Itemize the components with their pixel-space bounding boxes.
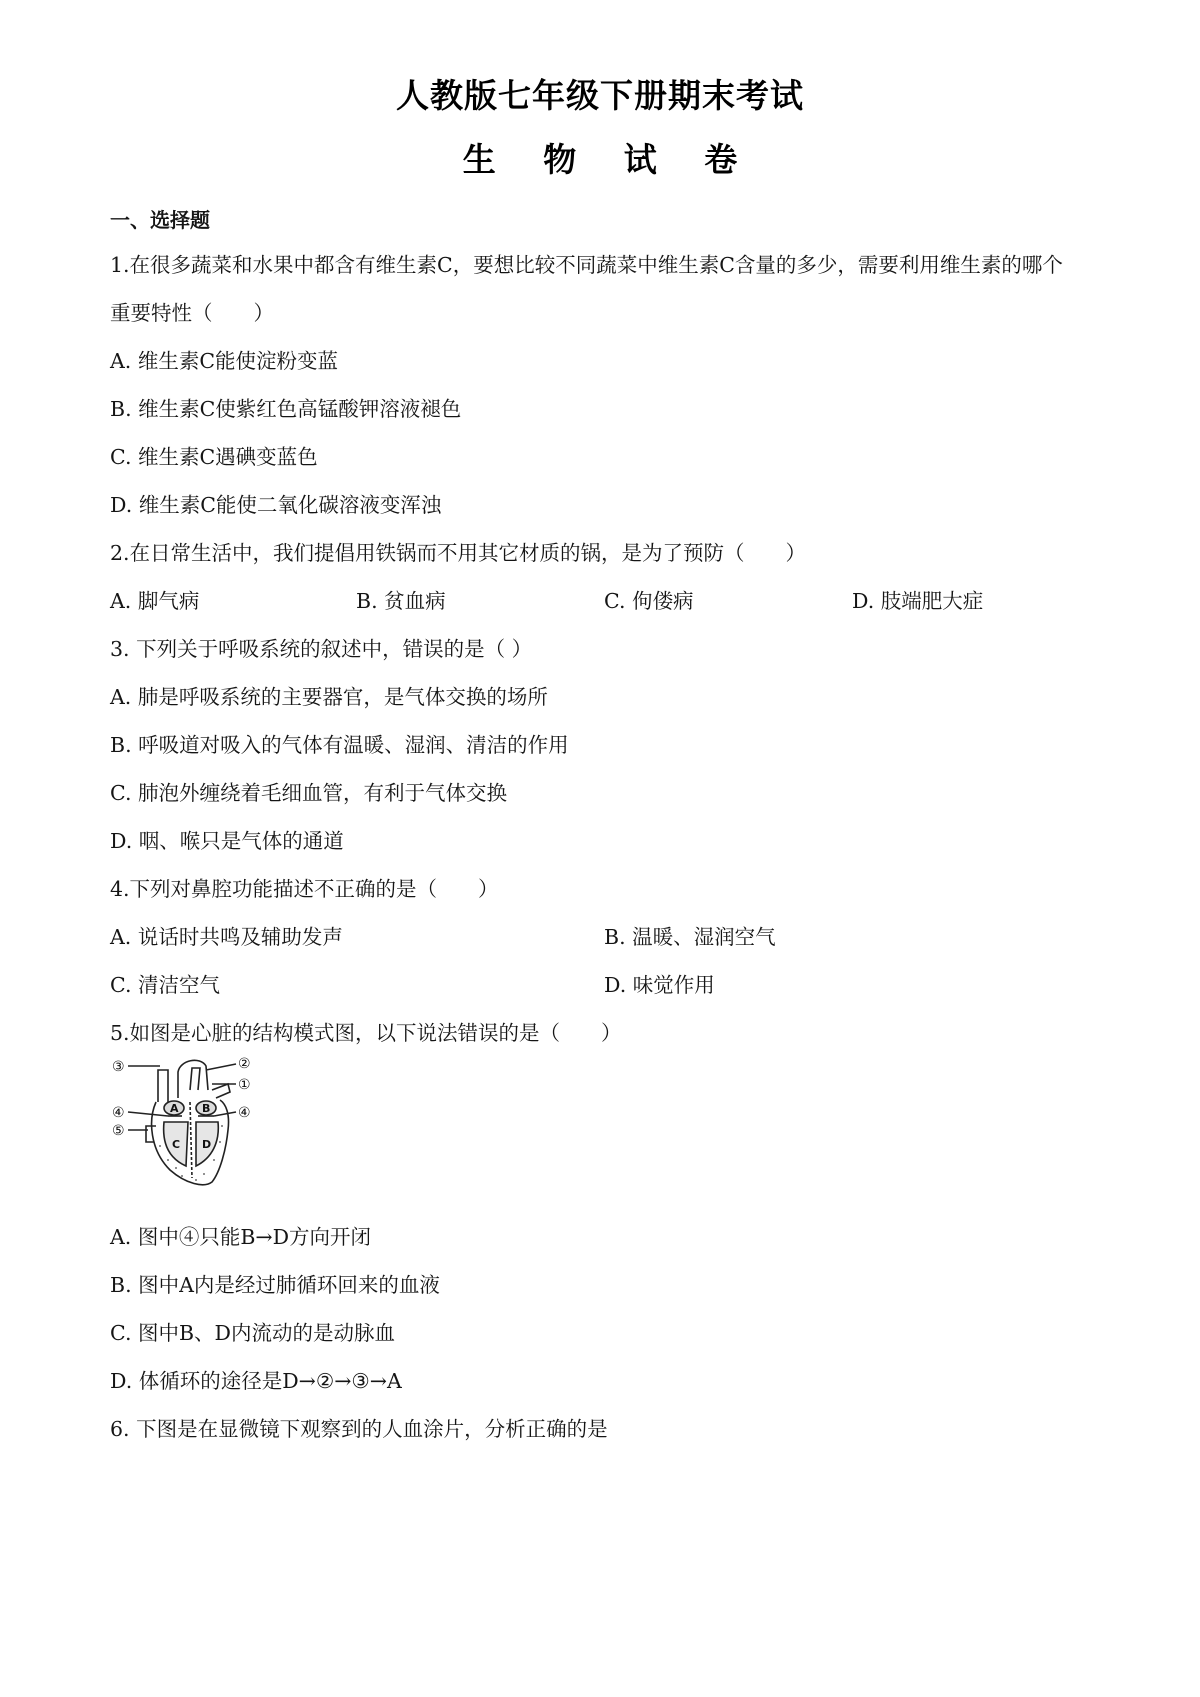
question-1-option-a: A. 维生素C能使淀粉变蓝	[110, 349, 339, 373]
question-2-option-b: B. 贫血病	[356, 589, 446, 613]
heart-chamber-b: B	[202, 1102, 211, 1115]
question-1-stem-line2: 重要特性（ ）	[110, 301, 274, 325]
question-6-stem: 6. 下图是在显微镜下观察到的人血涂片，分析正确的是	[110, 1417, 608, 1441]
question-3-option-b: B. 呼吸道对吸入的气体有温暖、湿润、清洁的作用	[110, 733, 569, 757]
aorta-arch	[178, 1060, 208, 1098]
leader-2	[206, 1064, 236, 1070]
heart-label-2: ②	[238, 1056, 251, 1072]
question-2-option-a: A. 脚气病	[110, 589, 200, 613]
question-2-option-c: C. 佝偻病	[604, 589, 694, 613]
heart-label-3: ③	[112, 1059, 125, 1075]
question-2-option-d: D. 肢端肥大症	[852, 589, 984, 613]
heart-label-1: ①	[238, 1077, 251, 1093]
pulmonary-artery	[190, 1068, 200, 1090]
heart-chamber-c: C	[172, 1138, 181, 1151]
pulmonary-vein	[212, 1084, 230, 1098]
exam-subtitle: 生 物 试 卷	[462, 140, 756, 179]
question-4-option-b: B. 温暖、湿润空气	[604, 925, 776, 949]
question-3-option-a: A. 肺是呼吸系统的主要器官，是气体交换的场所	[110, 685, 548, 709]
heart-label-4-right: ④	[238, 1105, 251, 1121]
vena-cava	[158, 1070, 168, 1102]
question-5-option-c: C. 图中B、D内流动的是动脉血	[110, 1321, 395, 1345]
question-1-option-b: B. 维生素C使紫红色高锰酸钾溶液褪色	[110, 397, 462, 421]
question-1-stem-line1: 1.在很多蔬菜和水果中都含有维生素C，要想比较不同蔬菜中维生素C含量的多少，需要利用维生素的哪个	[110, 253, 1063, 277]
question-5-option-b: B. 图中A内是经过肺循环回来的血液	[110, 1273, 440, 1297]
question-3-option-d: D. 咽、喉只是气体的通道	[110, 829, 344, 853]
heart-chamber-a: A	[170, 1102, 179, 1115]
question-5-stem: 5.如图是心脏的结构模式图，以下说法错误的是（ ）	[110, 1021, 622, 1045]
heart-chamber-d: D	[202, 1138, 212, 1151]
section-heading: 一、选择题	[110, 208, 210, 232]
heart-diagram	[108, 1050, 283, 1190]
heart-label-4-left: ④	[112, 1105, 125, 1121]
question-4-stem: 4.下列对鼻腔功能描述不正确的是（ ）	[110, 877, 499, 901]
question-5-option-d: D. 体循环的途径是D→②→③→A	[110, 1369, 402, 1393]
question-4-option-a: A. 说话时共鸣及辅助发声	[110, 925, 343, 949]
leader-4-right	[214, 1112, 236, 1116]
leader-4-left	[128, 1112, 168, 1116]
question-3-stem: 3. 下列关于呼吸系统的叙述中，错误的是（ ）	[110, 637, 533, 661]
question-1-option-c: C. 维生素C遇碘变蓝色	[110, 445, 318, 469]
exam-title: 人教版七年级下册期末考试	[396, 76, 804, 115]
question-3-option-c: C. 肺泡外缠绕着毛细血管，有利于气体交换	[110, 781, 507, 805]
question-1-option-d: D. 维生素C能使二氧化碳溶液变浑浊	[110, 493, 442, 517]
septum	[190, 1102, 192, 1178]
question-2-stem: 2.在日常生活中，我们提倡用铁锅而不用其它材质的锅，是为了预防（ ）	[110, 541, 807, 565]
heart-label-5: ⑤	[112, 1123, 125, 1139]
question-5-option-a: A. 图中④只能B→D方向开闭	[110, 1225, 372, 1249]
question-4-option-d: D. 味觉作用	[604, 973, 715, 997]
question-4-option-c: C. 清洁空气	[110, 973, 220, 997]
